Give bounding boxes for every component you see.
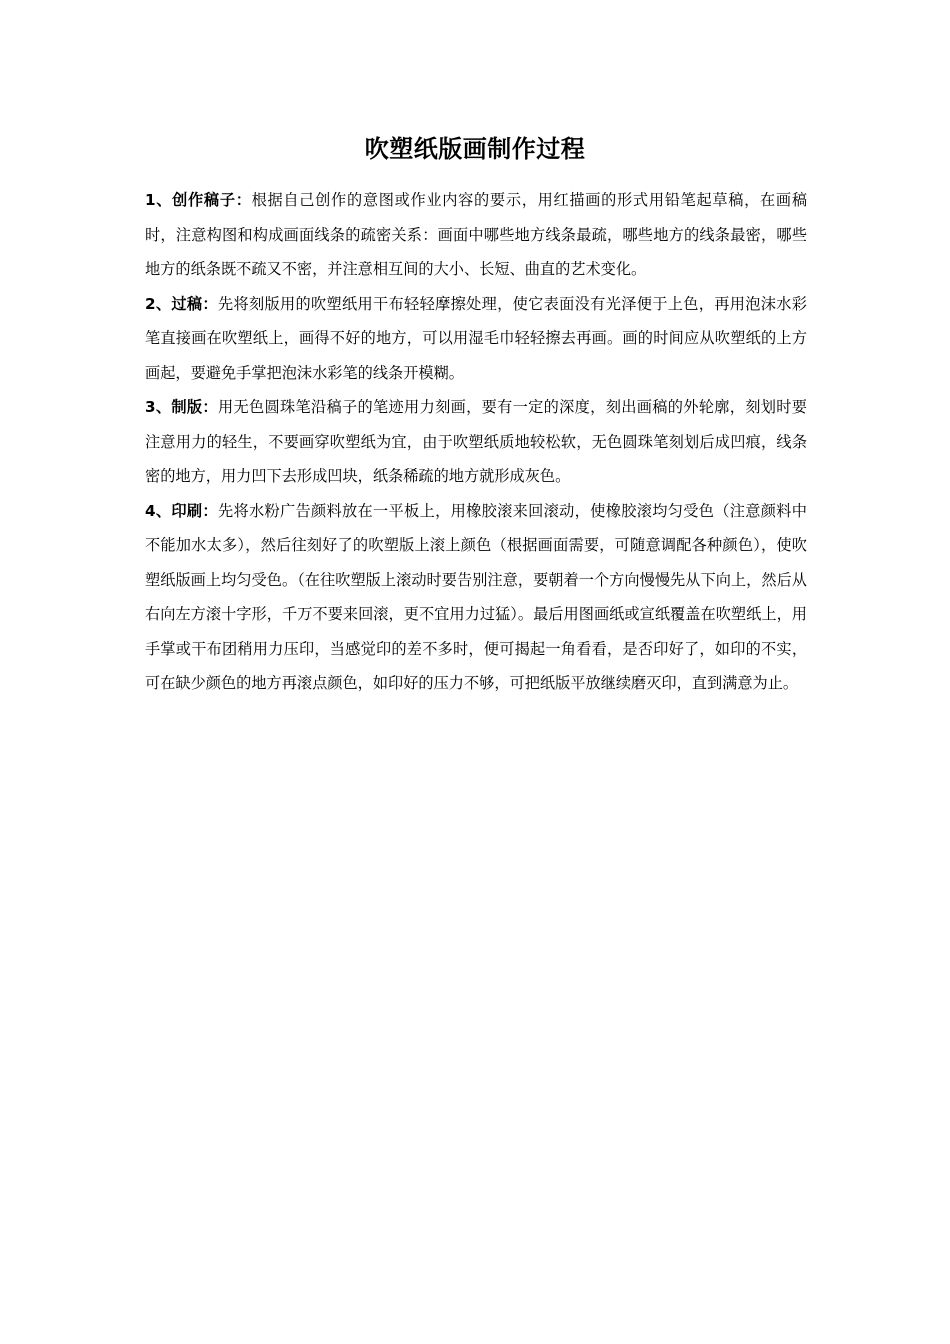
section-transfer-draft — [145, 287, 807, 391]
section-plate-making — [145, 390, 807, 494]
section-label: 1、创作稿子： — [145, 191, 252, 209]
section-text: 先将刻版用的吹塑纸用干布轻轻摩擦处理，使它表面没有光泽便于上色，再用泡沫水彩笔直接画在吹塑纸上，画得不好的地方，可以用湿毛巾轻轻擦去再画。画的时间应从吹塑纸的上方画起，要避免手掌把泡沫水彩笔的线条开模糊。 — [145, 294, 807, 382]
document-body — [145, 183, 807, 701]
section-text: 用无色圆珠笔沿稿子的笔迹用力刻画，要有一定的深度，刻出画稿的外轮廓，刻划时要注意用力的轻生，不要画穿吹塑纸为宜，由于吹塑纸质地较松软，无色圆珠笔刻划后成凹痕，线条密的地方，用力凹下去形成凹块，纸条稀疏的地方就形成灰色。 — [145, 398, 807, 485]
section-text: 先将水粉广告颜料放在一平板上，用橡胶滚来回滚动，使橡胶滚均匀受色（注意颜料中不能加水太多），然后往刻好了的吹塑版上滚上颜色（根据画面需要，可随意调配各种颜色），使吹塑纸版画上均匀受色。（在往吹塑版上滚动时要告别注意，要朝着一个方向慢慢先从下向上，然后从右向左方滚十字形，千万不要来回滚，更不宜用力过猛）。最后用图画纸或宣纸覆盖在吹塑纸上，用手掌或干布团稍用力压印，当感觉印的差不多时，便可揭起一角看看，是否印好了，如印的不实，可在缺少颜色的地方再滚点颜色，如印好的压力不够，可把纸版平放继续磨灭印，直到满意为止。 — [145, 501, 807, 692]
section-printing — [145, 494, 807, 701]
document-title: 吹塑纸版画制作过程 — [364, 135, 586, 163]
section-creation-draft — [145, 183, 807, 287]
section-label: 3、制版： — [145, 398, 218, 416]
section-text: 根据自己创作的意图或作业内容的要示，用红描画的形式用铅笔起草稿，在画稿时，注意构图和构成画面线条的疏密关系：画面中哪些地方线条最疏，哪些地方的线条最密，哪些地方的纸条既不疏又不密，并注意相互间的大小、长短、曲直的艺术变化。 — [145, 191, 808, 278]
section-label: 2、过稿： — [145, 294, 218, 313]
section-label: 4、印刷： — [145, 501, 218, 520]
